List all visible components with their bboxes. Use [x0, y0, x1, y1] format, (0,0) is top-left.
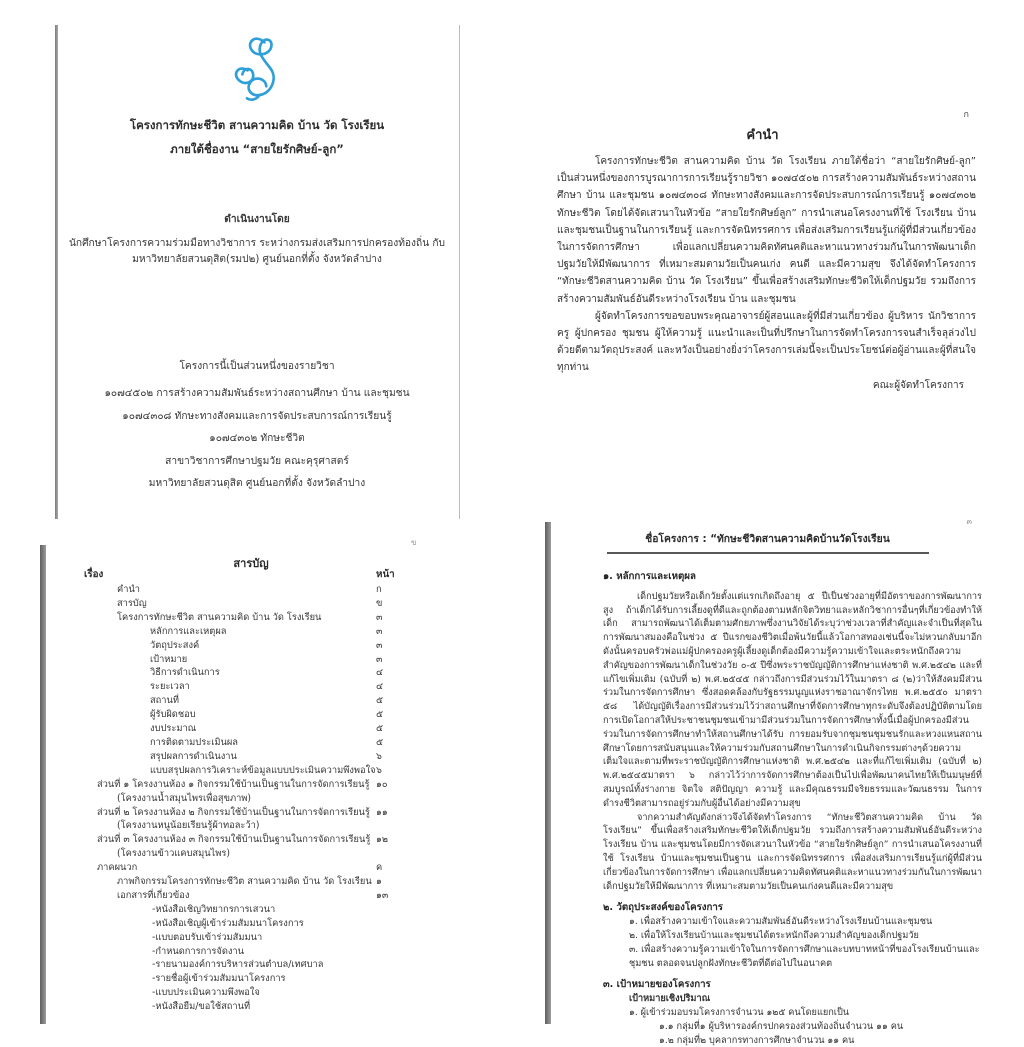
goal-item: ๑. ผู้เข้าร่วมอบรมโครงการจำนวน ๑๒๕ คนโดยแยกเป็น [603, 1006, 982, 1020]
toc-entry-page: ๖ [376, 750, 382, 764]
page-cover [55, 25, 460, 519]
toc-entry-label: วิธีการดำเนินการ [150, 667, 220, 678]
toc-entry-page: ๕ [376, 708, 383, 722]
toc-row [40, 611, 462, 625]
toc-entry-page: ๓ [376, 653, 382, 667]
toc-entry-page: ๑๐ [376, 778, 388, 792]
toc-row [40, 819, 462, 833]
preface-paragraph-2: ผู้จัดทำโครงการขอขอบพระคุณอาจารย์ผู้สอนและผู้ที่มีส่วนเกี่ยวข้อง ผู้บริหาร นักวิชาการ ครู ผู้ปกครอง ชุมชน ผู้ให้ความรู้ แนะนำและเป็นที่ปรึกษาในการจัดทำโครงการจนสำเร็จลุล่วงไปด้วยดีตามวัตถุประสงค์ และหวังเป็นอย่างยิ่งว่าโครงการเล่มนี้จะเป็นประโยชน์ต่อผู้อ่านและผู้ที่สนใจทุกท่าน [557, 308, 976, 377]
toc-row [40, 889, 462, 903]
objective-item: ๒. เพื่อให้โรงเรียนบ้านและชุมชนได้ตระหนักถึงความสำคัญของเด็กปฐมวัย [603, 929, 982, 943]
toc-entry-page: ๓ [376, 625, 382, 639]
toc-row [40, 972, 462, 986]
toc-entry-label: -แบบตอบรับเข้าร่วมสัมมนา [152, 932, 262, 943]
toc-row [40, 847, 462, 861]
toc-page-number: ข [411, 536, 416, 549]
principle-paragraph-1: เด็กปฐมวัยหรือเด็กวัยตั้งแต่แรกเกิดถึงอายุ ๕ ปีเป็นช่วงอายุที่มีอัตราของการพัฒนาการสูง ถ้าเด็กได้รับการเลี้ยงดูที่ดีและถูกต้องตามหลักจิตวิทยาและหลักวิชาการอื่นๆที่เกี่ยวข้องทำให้เด็ก สามารถพัฒนาได้เต็มตามศักยภาพซึ่งงานวิจัยได้ระบุว่าช่วงเวลาที่สำคัญและจำเป็นที่สุดในการพัฒนาสมองคือในช่วง ๕ ปีแรกของชีวิตเมื่อพ้นวัยนี้แล้วโอกาสทองเช่นนี้จะไม่หวนกลับมาอีกดังนั้นครอบครัวพ่อแม่ผู้ปกครองครูผู้เลี้ยงดูเด็กต้องมีความรู้ความเข้าใจและตระหนักถึงความสำคัญของการพัฒนาเด็กในช่วงวัย ๐-๕ ปีซึ่งพระราชบัญญัติการศึกษาแห่งชาติ พ.ศ.๒๕๔๒ และที่แก้ไขเพิ่มเติม (ฉบับที่ ๒) พ.ศ.๒๕๔๕ กล่าวถึงการมีส่วนร่วมไว้ในมาตรา ๘ (๒)ว่าให้สังคมมีส่วนร่วมในการจัดการศึกษา ซึ่งสอดคล้องกับรัฐธรรมนูญแห่งราชอาณาจักรไทย พ.ศ.๒๕๕๐ มาตรา ๕๘ ได้บัญญัติเรื่องการมีส่วนร่วมไว้ว่าสถานศึกษาที่จัดการศึกษาทุกระดับจึงต้องปฏิบัติตามโดยการเปิดโอกาสให้ประชาชนชุมชนเข้ามามีส่วนร่วมในการจัดการศึกษาทั้งนี้เมื่อผู้ปกครองมีส่วนร่วมในการจัดการศึกษาทำให้สถานศึกษาได้รับ การยอมรับจากชุมชนชุมชนรักและหวงแหนสถานศึกษาโดยการสนับสนุนและให้ความร่วมกับสถานศึกษาในการดำเนินกิจกรรมต่างๆด้วยความเต็มใจและตามที่พระราชบัญญัติการศึกษาแห่งชาติ พ.ศ.๒๕๔๒ และที่แก้ไขเพิ่มเติม (ฉบับที่ ๒) พ.ศ.๒๕๔๕มาตรา ๖ กล่าวไว้ว่าการจัดการศึกษาต้องเป็นไปเพื่อพัฒนาคนไทยให้เป็นมนุษย์ที่สมบูรณ์ทั้งร่างกาย จิตใจ สติปัญญา ความรู้ และมีคุณธรรมมีจริยธรรมและวัฒนธรรม ในการดำรงชีวิตสามารถอยู่ร่วมกับผู้อื่นได้อย่างมีความสุข [603, 590, 982, 811]
toc-row [40, 764, 462, 778]
toc-entry-label: คำนำ [117, 584, 140, 595]
toc-row [40, 680, 462, 694]
toc-entry-label: -แบบประเมินความพึงพอใจ [152, 987, 260, 998]
goals-quantitative-label: เป้าหมายเชิงปริมาณ [603, 992, 982, 1006]
university-logo-icon [55, 33, 459, 109]
toc-entry-label: ผู้รับผิดชอบ [150, 709, 196, 720]
project-body [603, 570, 982, 1047]
toc-entry-label: (โครงงานหนูน้อยเรียนรู้ผ้าทอละว้า) [117, 820, 259, 831]
toc-entry-page: ๔ [376, 666, 383, 680]
toc-entry-page: ๔ [376, 680, 383, 694]
section-objectives-heading: ๒. วัตถุประสงค์ของโครงการ [603, 901, 982, 915]
toc-entry-label: ภาคผนวก [97, 862, 137, 873]
operated-by-label: ดำเนินงานโดย [55, 211, 459, 227]
toc-row [40, 986, 462, 1000]
principle-paragraph-2: จากความสำคัญดังกล่าวจึงได้จัดทำโครงการ “ทักษะชีวิตสานความคิด บ้าน วัด โรงเรียน” ขึ้นเพื่อสร้างเสริมทักษะชีวิตให้เด็กปฐมวัย รวมถึงการสร้างความสัมพันธ์อันดีระหว่างโรงเรียน บ้าน และชุมชนโดยมีการจัดเสวนาในหัวข้อ “สายใยรักศิษย์ลูก” การนำเสนอโครงงานที่ใช้ โรงเรียน บ้านและชุมชนเป็นฐาน และการจัดนิทรรศการ เพื่อส่งเสริมการเรียนรู้แก่ผู้ที่มีส่วนเกี่ยวข้องในการจัดการศึกษา เพื่อแลกเปลี่ยนความคิดทัศนคติและหาแนวทางร่วมกันในการพัฒนาเด็กปฐมวัยให้มีพัฒนาการ ที่เหมาะสมตามวัยเป็นคนเก่งคนดีและมีความสุข [603, 811, 982, 894]
toc-entry-label: เป้าหมาย [150, 654, 187, 665]
toc-column-page: หน้า [376, 567, 395, 582]
toc-entry-label: โครงการทักษะชีวิต สานความคิด บ้าน วัด โรงเรียน [117, 612, 321, 623]
toc-entry-label: แบบสรุปผลการวิเคราะห์ข้อมูลแบบประเมินความพึงพอใจ [150, 765, 376, 776]
toc-entry-label: ส่วนที่ ๓ โครงงานห้อง ๓ กิจกรรมใช้บ้านเป็นฐานในการจัดการเรียนรู้ [97, 834, 370, 845]
project-page-number: ๓ [967, 515, 972, 528]
objectives-list [603, 915, 982, 970]
toc-row [40, 597, 462, 611]
goal-item: ๑.๑ กลุ่มที่๑ ผู้บริหารองค์กรปกครองส่วนท้องถิ่นจำนวน ๑๑ คน [603, 1020, 982, 1034]
toc-row [40, 583, 462, 597]
page-toc [40, 545, 462, 1024]
toc-row [40, 945, 462, 959]
toc-entry-label: สรุปผลการดำเนินงาน [150, 751, 237, 762]
operated-by-line1: นักศึกษาโครงการความร่วมมือทางวิชาการ ระหว่างกรมส่งเสริมการปกครองท้องถิ่น กับ [55, 235, 459, 251]
department-line: สาขาวิชาการศึกษาปฐมวัย คณะคุรุศาสตร์ [55, 453, 459, 469]
toc-entry-label: หลักการและเหตุผล [150, 626, 226, 637]
course-line-1: ๑๐๗๔๕๐๒ การสร้างความสัมพันธ์ระหว่างสถานศึกษา บ้าน และชุมชน [55, 385, 459, 401]
toc-entry-page: ค [376, 861, 382, 875]
toc-entry-page: ๕ [376, 722, 383, 736]
university-line: มหาวิทยาลัยสวนดุสิต ศูนย์นอกที่ตั้ง จังหวัดลำปาง [55, 475, 459, 491]
toc-row [40, 750, 462, 764]
page-edge-shadow [545, 522, 551, 1024]
project-title-header: ชื่อโครงการ : “ทักษะชีวิตสานความคิดบ้านวัดโรงเรียน [545, 530, 990, 547]
toc-row [40, 778, 462, 792]
course-note: โครงการนี้เป็นส่วนหนึ่งของรายวิชา [55, 358, 459, 374]
toc-row [40, 931, 462, 945]
toc-row [40, 722, 462, 736]
toc-entry-page: ๑๑ [376, 806, 388, 820]
toc-row [40, 1000, 462, 1014]
preface-body [557, 153, 976, 394]
preface-signature: คณะผู้จัดทำโครงการ [557, 377, 976, 394]
toc-entry-label: ส่วนที่ ๒ โครงงานห้อง ๒ กิจกรรมใช้บ้านเป็นฐานในการจัดการเรียนรู้ [97, 807, 370, 818]
toc-entry-label: -รายชื่อผู้เข้าร่วมสัมมนาโครงการ [152, 973, 286, 984]
toc-entry-label: -หนังสือเชิญวิทยากรการเสวนา [152, 904, 275, 915]
toc-entry-label: สถานที่ [150, 695, 179, 706]
course-line-2: ๑๐๗๔๓๐๘ ทักษะทางสังคมและการจัดประสบการณ์การเรียนรู้ [55, 408, 459, 424]
toc-row [40, 861, 462, 875]
toc-entry-page: ๑๓ [376, 889, 388, 903]
section-principle-heading: ๑. หลักการและเหตุผล [603, 570, 982, 584]
course-line-3: ๑๐๗๔๓๐๒ ทักษะชีวิต [55, 430, 459, 446]
preface-heading: คำนำ [540, 124, 985, 145]
toc-entry-page: ก [376, 583, 382, 597]
objective-item: ๓. เพื่อสร้างความรู้ความเข้าใจในการจัดการศึกษาและบทบาทหน้าที่ของโรงเรียนบ้านและชุมชน ตลอดจนปลูกฝังทักษะชีวิตที่ดีต่อไปในอนาคต [603, 943, 982, 971]
preface-page-number: ก [964, 107, 969, 121]
toc-column-header-row [40, 567, 462, 581]
toc-row [40, 958, 462, 972]
toc-row [40, 653, 462, 667]
cover-title: โครงการทักษะชีวิต สานความคิด บ้าน วัด โรงเรียน [55, 117, 459, 135]
toc-row [40, 875, 462, 889]
goal-item: ๑.๒ กลุ่มที่๒ บุคลากรทางการศึกษาจำนวน ๑๑ คน [603, 1034, 982, 1047]
toc-entry-label: การติดตามประเมินผล [150, 737, 238, 748]
toc-row [40, 639, 462, 653]
toc-entry-page: ๓ [376, 611, 382, 625]
toc-row [40, 666, 462, 680]
goal-list [603, 1006, 982, 1047]
toc-rows [40, 583, 462, 1014]
toc-entry-page: ๓ [376, 639, 382, 653]
toc-entry-page: ๖ [376, 764, 382, 778]
toc-entry-label: -รายนามองค์การบริหารส่วนตำบล/เทศบาล [152, 959, 323, 970]
toc-entry-label: -กำหนดการการจัดงาน [152, 946, 244, 957]
toc-row [40, 694, 462, 708]
toc-row [40, 917, 462, 931]
toc-row [40, 736, 462, 750]
toc-entry-label: -หนังสือเชิญผู้เข้าร่วมสัมมนาโครงการ [152, 918, 304, 929]
toc-entry-label: วัตถุประสงค์ [150, 640, 199, 651]
toc-entry-label: (โครงงานข้าวแคบสมุนไพร) [117, 848, 230, 859]
toc-entry-label: ส่วนที่ ๑ โครงงานห้อง ๑ กิจกรรมใช้บ้านเป็นฐานในการจัดการเรียนรู้ [97, 779, 369, 790]
toc-row [40, 806, 462, 820]
toc-entry-label: (โครงงานน้ำสมุนไพรเพื่อสุขภาพ) [117, 793, 251, 804]
toc-entry-page: ๑ [376, 875, 382, 889]
header-underline [607, 552, 929, 554]
toc-entry-page: ๑๒ [376, 833, 388, 847]
objective-item: ๑. เพื่อสร้างความเข้าใจและความสัมพันธ์อันดีระหว่างโรงเรียนบ้านและชุมชน [603, 915, 982, 929]
toc-entry-page: ๕ [376, 694, 383, 708]
toc-column-subject: เรื่อง [84, 567, 103, 582]
operated-by-line2: มหาวิทยาลัยสวนดุสิต(รมป๒) ศูนย์นอกที่ตั้ง จังหวัดลำปาง [55, 251, 459, 267]
cover-subtitle: ภายใต้ชื่องาน “สายใยรักศิษย์-ลูก” [55, 141, 459, 159]
toc-entry-page: ๕ [376, 736, 383, 750]
toc-heading: สารบัญ [40, 554, 462, 572]
toc-row [40, 625, 462, 639]
toc-row [40, 903, 462, 917]
toc-row [40, 708, 462, 722]
toc-entry-label: งบประมาณ [150, 723, 196, 734]
toc-row [40, 792, 462, 806]
toc-entry-page: ข [376, 597, 382, 611]
toc-entry-label: ภาพกิจกรรมโครงการทักษะชีวิต สานความคิด บ้าน วัด โรงเรียน [117, 876, 372, 887]
toc-entry-label: -หนังสือยืม/ขอใช้สถานที่ [152, 1001, 250, 1012]
preface-paragraph-1: โครงการทักษะชีวิต สานความคิด บ้าน วัด โรงเรียน ภายใต้ชื่อว่า “สายใยรักศิษย์-ลูก” เป็นส่วนหนึ่งของการบูรณาการการเรียนรู้รายวิชา ๑๐๗๔๕๐๒ การสร้างความสัมพันธ์ระหว่างสถานศึกษา บ้าน และชุมชน ๑๐๗๔๓๐๘ ทักษะทางสังคมและการจัดประสบการณ์การเรียนรู้ ๑๐๗๔๓๐๒ ทักษะชีวิต โดยได้จัดเสวนาในหัวข้อ “สายใยรักศิษย์ลูก” การนำเสนอโครงงานที่ใช้ โรงเรียน บ้าน และชุมชนเป็นฐานในการเรียนรู้ และการจัดนิทรรศการ เพื่อส่งเสริมการเรียนรู้แก่ผู้ที่มีส่วนเกี่ยวข้องในการจัดการศึกษา เพื่อแลกเปลี่ยนความคิดทัศนคติและหาแนวทางร่วมกันในการพัฒนาเด็กปฐมวัยให้มีพัฒนาการ ที่เหมาะสมตามวัยเป็นคนเก่ง คนดี และมีความสุข จึงได้จัดทำโครงการ “ทักษะชีวิตสานความคิด บ้าน วัด โรงเรียน” ขึ้นเพื่อสร้างเสริมทักษะชีวิตให้เด็กปฐมวัย รวมถึงการสร้างความสัมพันธ์อันดีระหว่างโรงเรียน บ้าน และชุมชน [557, 153, 976, 308]
section-goals-heading: ๓. เป้าหมายของโครงการ [603, 978, 982, 992]
toc-entry-label: สารบัญ [117, 598, 147, 609]
toc-row [40, 833, 462, 847]
toc-entry-label: เอกสารที่เกี่ยวข้อง [117, 890, 189, 901]
page-preface [540, 25, 985, 519]
toc-entry-label: ระยะเวลา [150, 681, 190, 692]
page-project [545, 510, 990, 1024]
